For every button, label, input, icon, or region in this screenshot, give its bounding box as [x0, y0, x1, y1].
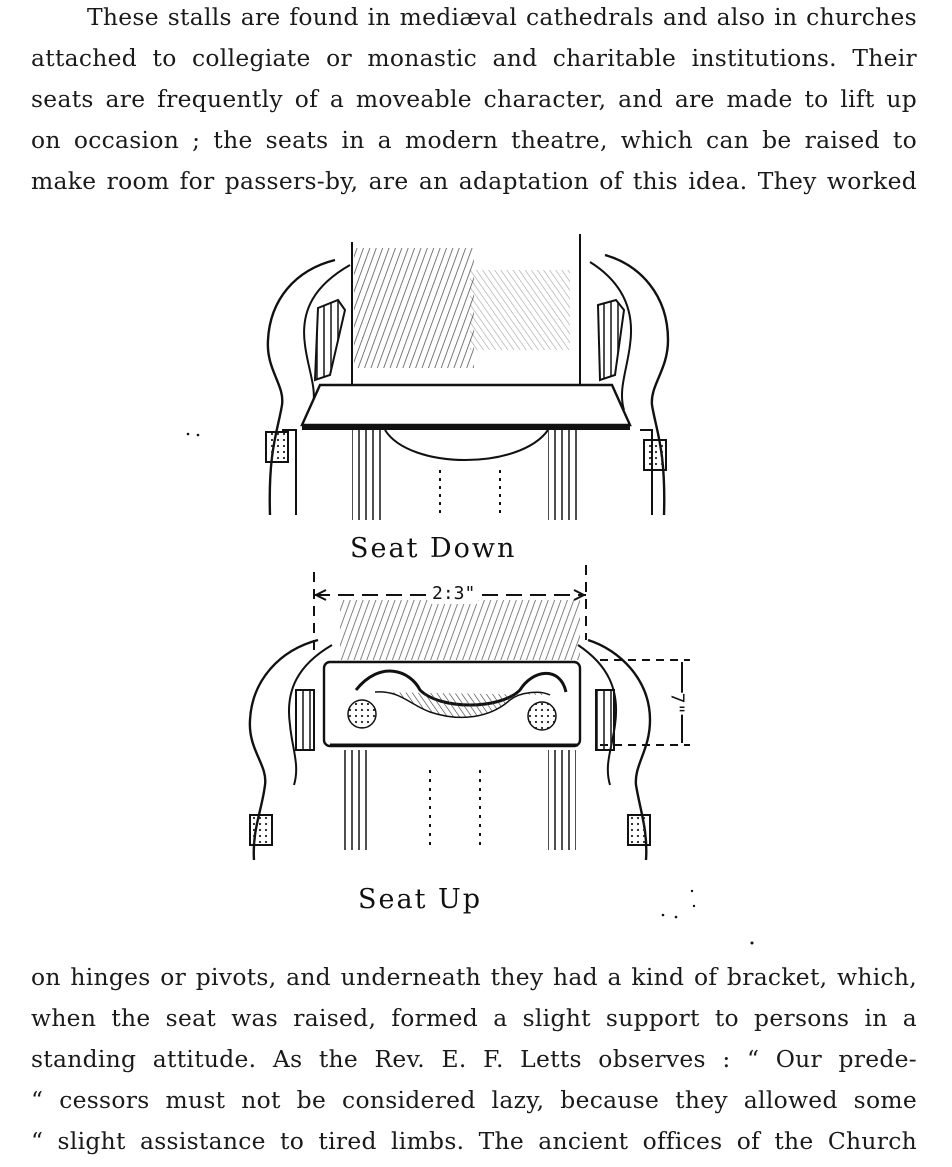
text-line: when the seat was raised, formed a slight support to persons in a	[31, 1004, 917, 1032]
text-line: seats are frequently of a moveable character, and are made to lift up	[31, 85, 917, 113]
text-line: “ slight assistance to tired limbs. The ancient offices of the Church	[31, 1127, 917, 1155]
height-dimension-label: 7"	[666, 692, 688, 715]
caption-seat-down: Seat Down	[350, 533, 517, 564]
caption-seat-up: Seat Up	[358, 884, 483, 915]
text-line: on hinges or pivots, and underneath they had a kind of bracket, which,	[31, 963, 917, 991]
text-line: These stalls are found in mediæval cathedrals and also in churches	[87, 3, 917, 31]
text-line: make room for passers-by, are an adaptation of this idea. They worked	[31, 167, 917, 195]
seat-up-figure	[250, 565, 690, 860]
text-line: standing attitude. As the Rev. E. F. Letts observes : “ Our prede-	[31, 1045, 917, 1073]
bottom-paragraph	[31, 957, 917, 1162]
text-line: on occasion ; the seats in a modern theatre, which can be raised to	[31, 126, 917, 154]
text-line: “ cessors must not be considered lazy, because they allowed some	[31, 1086, 917, 1114]
seat-down-figure	[266, 234, 668, 520]
text-line: attached to collegiate or monastic and charitable institutions. Their	[31, 44, 917, 72]
width-dimension-label: 2:3"	[429, 583, 478, 604]
